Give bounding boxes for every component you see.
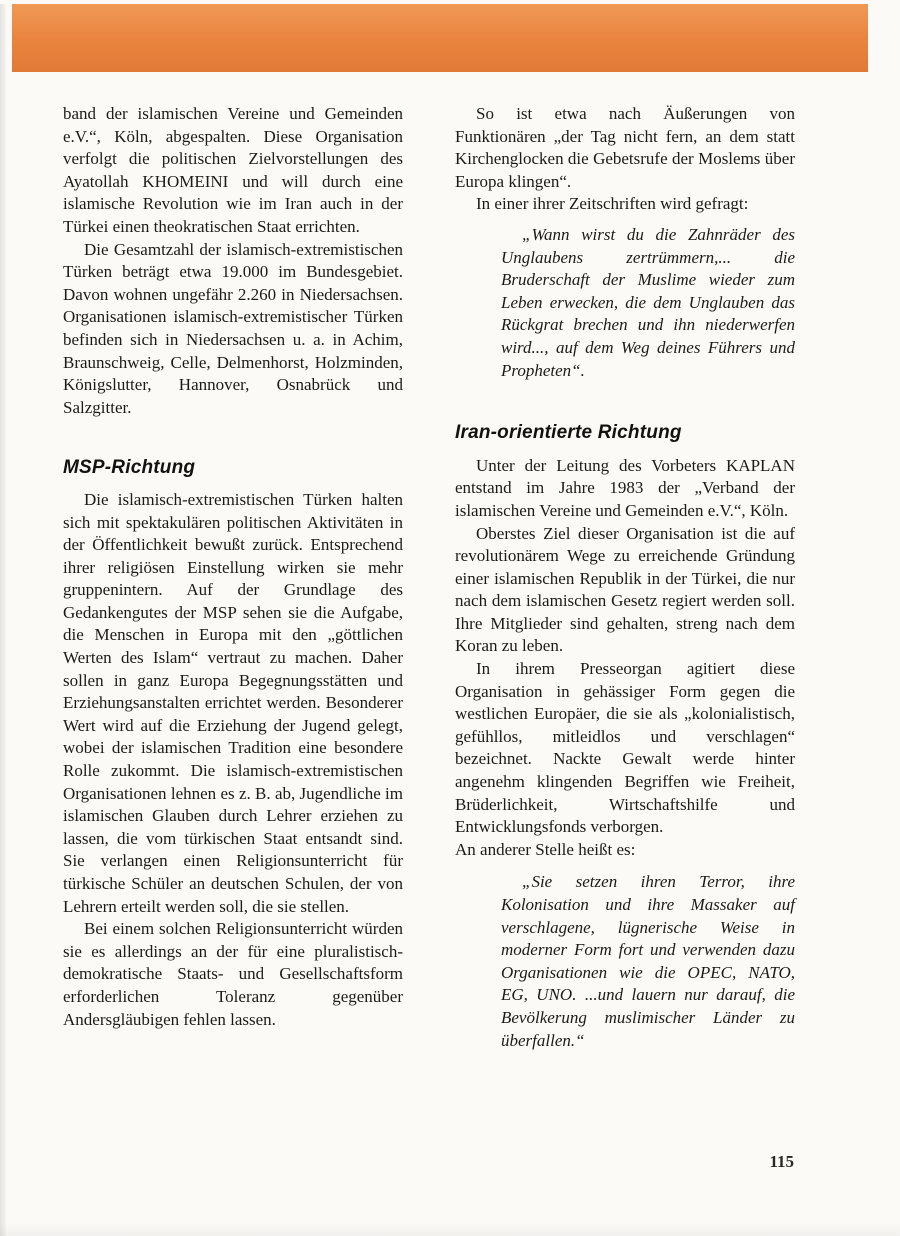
right-paragraph-2: In einer ihrer Zeitschriften wird gefragt: bbox=[476, 194, 749, 214]
left-paragraph-4: Bei einem solchen Religionsunterricht würden sie es allerdings an der für eine pluralistisch-demokratische Staats- und Gesellschaftsform erforderlichen Toleranz gegenüber Andersgläubigen fehlen lassen. bbox=[63, 919, 403, 1029]
scan-bottom-shadow bbox=[0, 1222, 900, 1236]
left-paragraph-3: Die islamisch-extremistischen Türken halten sich mit spektakulären politischen Aktivitäten in der Öffentlichkeit bewußt zurück. Entsprechend ihrer religiösen Einstellung wirken sie mehr gruppenintern. Auf der Grundlage des Gedankengutes der MSP sehen sie die Aufgabe, die Menschen in Europa mit den „göttlichen Werten des Islam“ vertraut zu machen. Daher sollen in ganz Europa Begegnungsstätten und Erziehungsanstalten errichtet werden. Besonderer Wert wird auf die Erziehung der Jugend gelegt, wobei der islamischen Tradition eine besondere Rolle zukommt. Die islamisch-extremistischen Organisationen lehnen es z. B. ab, Jugendliche im islamischen Glauben durch Lehrer erziehen zu lassen, die vom türkischen Staat entsandt sind. Sie verlangen einen Religionsunterricht für türkische Schüler an deutschen Schulen, der von Lehrern erteilt werden soll, die sie stellen. bbox=[63, 489, 403, 916]
right-paragraph-4: Oberstes Ziel dieser Organisation ist die auf revolutionärem Wege zu erreichende Gründung einer islamischen Republik in der Türkei, die nur nach dem islamischen Gesetz regiert werden soll. Ihre Mitglieder sind gehalten, streng nach dem Koran zu leben. bbox=[455, 523, 795, 656]
left-column bbox=[63, 103, 403, 1031]
top-margin bbox=[0, 0, 900, 4]
page-edge-shadow bbox=[0, 0, 6, 1236]
right-column bbox=[455, 103, 795, 1052]
right-paragraph-5: In ihrem Presseorgan agitiert diese Organisation in gehässiger Form gegen die westlichen Europäer, die sie als „kolonialistisch, gefühllos, mitleidlos und verschlagen“ bezeichnet. Nackte Gewalt werde hinter angenehm klingenden Begriffen wie Freiheit, Brüderlichkeit, Wirtschaftshilfe und Entwicklungsfonds verborgen. bbox=[455, 659, 795, 837]
section-heading-msp: MSP-Richtung bbox=[63, 457, 196, 479]
right-paragraph-1: So ist etwa nach Äußerungen von Funktionären „der Tag nicht fern, an dem statt Kirchenglocken die Gebetsrufe der Moslems über Europa klingen“. bbox=[455, 104, 795, 191]
page-number: 115 bbox=[769, 1152, 794, 1171]
right-paragraph-6: An anderer Stelle heißt es: bbox=[455, 839, 636, 859]
left-paragraph-1: band der islamischen Vereine und Gemeinden e.V.“, Köln, abgespalten. Diese Organisation verfolgt die politischen Zielvorstellungen des Ayatollah KHOMEINI und will durch eine islamische Revolution wie im Iran auch in der Türkei einen theokratischen Staat errichten. bbox=[63, 104, 403, 236]
quote-2: „Sie setzen ihren Terror, ihre Kolonisation und ihre Massaker auf verschlagene, lügnerische Weise in moderner Form fort und verwenden dazu Organisationen wie die OPEC, NATO, EG, UNO. ...und lauern nur darauf, die Bevölkerung muslimischer Länder zu überfallen.“ bbox=[501, 872, 795, 1050]
left-paragraph-2: Die Gesamtzahl der islamisch-extremistischen Türken beträgt etwa 19.000 im Bundesgebiet. Davon wohnen ungefähr 2.260 in Niedersachsen. Organisationen islamisch-extremistischer Türken befinden sich in Niedersachsen u. a. in Achim, Braunschweig, Celle, Delmenhorst, Holzminden, Königslutter, Hannover, Osnabrück und Salzgitter. bbox=[63, 239, 403, 417]
top-color-band bbox=[12, 2, 868, 72]
right-paragraph-3: Unter der Leitung des Vorbeters KAPLAN entstand im Jahre 1983 der „Verband der islamischen Vereine und Gemeinden e.V.“, Köln. bbox=[455, 455, 795, 520]
section-heading-iran: Iran-orientierte Richtung bbox=[455, 422, 682, 444]
quote-1: „Wann wirst du die Zahnräder des Unglaubens zertrümmern,... die Bruderschaft der Muslime wieder zum Leben erwecken, die dem Unglauben das Rückgrat brechen und ihn niederwerfen wird..., auf dem Weg deines Führers und Propheten“. bbox=[501, 224, 795, 380]
